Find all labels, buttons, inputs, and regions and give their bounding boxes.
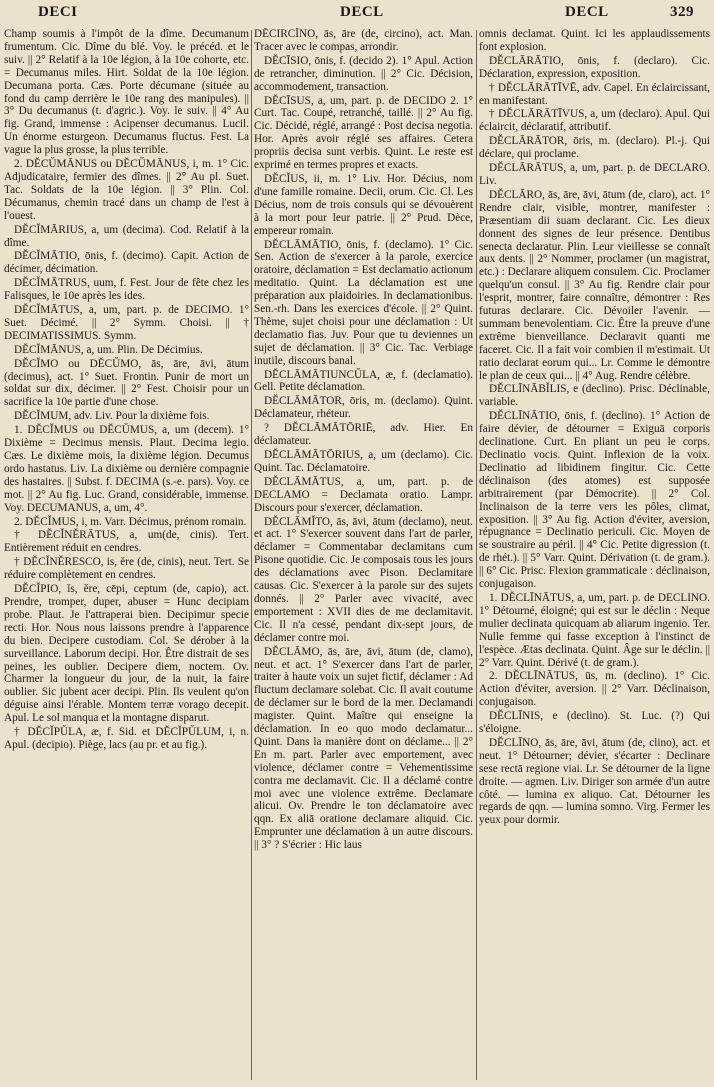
column-right: [479, 28, 710, 1084]
column-divider: [476, 30, 477, 1080]
dictionary-entry: DĔCLĀMĀTIUNCŬLA, æ, f. (declamatio). Gell. Petite déclamation.: [254, 368, 473, 394]
dictionary-entry: DĔCLĀMO, ās, āre, āvi, ātum (de, clamo), neut. et act. 1° S'exercer dans l'art de parler, traiter à haute voix un sujet fictif, déclamer : Ad fluctum declamare solebat. Cic. Il avait coutume de déclamer sur le bord de la mer. Declamandi magister. Quint. Maître qui enseigne la déclamation. In eo quo modo declamatur... Quint. Dans la manière dont on déclame... || 2° En m. part. Parler avec emportement, avec violence, déclamer contre = Vehementissime contra me declamavit. Cic. Il a déclamé contre moi avec une violence extrême. Declamare alicui. Ov. Prendre le ton déclamatoire avec qqn. Ex aliā oratione declamare aliquid. Cic. Emprunter une déclamation à un autre discours. || 3° ? S'écrier : Hic laus: [254, 645, 473, 852]
dictionary-entry: DĔCĬMĀTIO, ōnis, f. (decimo). Capit. Action de décimer, décimation.: [4, 250, 249, 276]
dictionary-entry: DĔCLĪNĀBĬLIS, e (declino). Prisc. Déclinable, variable.: [479, 383, 710, 409]
dictionary-entry: DĔCĬMĀRIUS, a, um (decima). Cod. Relatif à la dîme.: [4, 223, 249, 249]
header-left-guide-word: DECI: [38, 4, 78, 20]
dictionary-entry: DĔCLĪNO, ās, āre, āvi, ātum (de, clino), act. et neut. 1° Détourner; dévier, s'écarter : Declinare sese rectā regione viai. Lr. Se détourner de la ligne droite. — agmen. Liv. Diriger son armée d'un autre côté. — lumina ex aliquo. Cat. Détourner les regards de qqn. — lumina somno. Virg. Fermer les yeux pour dormir.: [479, 736, 710, 827]
dictionary-entry: DĔCIRCĬNO, ās, āre (de, circino), act. Man. Tracer avec le compas, arrondir.: [254, 28, 473, 53]
dictionary-entry: DĔCLĀMĀTŌRIUS, a, um (declamo). Cic. Quint. Tac. Déclamatoire.: [254, 449, 473, 474]
column-left: [4, 28, 249, 1084]
dictionary-entry: DĔCLĪNĀTIO, ōnis, f. (declino). 1° Action de faire dévier, de détourner = Exiguā corporis declinatione. Curt. En pliant un peu le corps. Declinatio vocis. Quint. Inflexion de la voix. Declinatio ad libidinem fingitur. Cic. Cette déclinaison (des atomes) est supposée arbitrairement (par Démocrite). || 2° Col. Inclinaison de la terre vers les pôles, climat, exposition. || 3° Au fig. Action d'éviter, aversion, répugnance = Declinatio periculi. Cic. Moyen de se soustraire au péril. || 4° Cic. Petite digression (t. de rhét.). || 5° Varr. Quint. Dérivation (t. de gram.). || 6° Cic. Prisc. Flexion grammaticale : déclinaison, conjugaison.: [479, 410, 710, 591]
dictionary-entry: 2. DĔCĬMUS, i, m. Varr. Décimus, prénom romain.: [14, 515, 247, 528]
column-divider: [251, 30, 252, 1080]
dictionary-entry: DĔCLĀRO, ās, āre, āvi, ātum (de, claro), act. 1° Rendre clair, visible, montrer, manifester : Præsentiam dii suam declarant. Cic. Les dieux donnent des signes de leur présence. Dentibus senecta declaratur. Plin. Leur vieillesse se connaît aux dents. || 2° Nommer, proclamer (un magistrat, etc.) : Declarare aliquem consulem. Cic. Proclamer quelqu'un consul. || 3° Au fig. Rendre clair pour l'esprit, montrer, faire connaître, démontrer : Res futuras declarare. Cic. Dévoiler l'avenir. — summam benevolentiam. Cic. Être la preuve d'une extrême bienveillance. Declaravit quanti me faceret. Cic. Il a fait voir combien il m'estimait. Ut ratio declarat eorum qui... Lr. Comme le démontre le plan de ceux qui... || 4° Aug. Rendre célèbre.: [479, 188, 710, 382]
dictionary-entry: DĔCĬPIO, ĭs, ĕre, cēpi, ceptum (de, capio), act. Prendre, tromper, duper, abuser = Hunc decipiam probe. Plaut. Je l'attraperai bien. Decipimur specie recti. Hor. Nous nous laissons prendre à l'apparence du bien. Decipere custodiam. Col. Se dérober à la surveillance. Laborum decipi. Hor. Être distrait de ses peines, les oublier. Decipere diem, noctem. Ov. Charmer la longueur du jour, de la nuit, la faire oublier. Sic jubent acer decipi. Plin. Ils veulent qu'on déguise ainsi l'érable. Montem terræ vorago decepit. Apul. Le sol manqua et la montagne disparut.: [4, 583, 249, 725]
dictionary-entry: † DĔCLĀRĀTĪVĒ, adv. Capel. En éclaircissant, en manifestant.: [479, 81, 710, 107]
dictionary-entry: DĔCLĀMĀTIO, ōnis, f. (declamo). 1° Cic. Sen. Action de s'exercer à la parole, exercice oratoire, déclamation = Est declamatio actionum meditatio. Quint. La déclamation est une préparation aux plaidoiries. In declamationibus. Sen.-rh. Dans les exercices d'école. || 2° Quint. Thème, sujet choisi pour une déclamation : Ut declamatio fias. Juv. Pour que tu deviennes un sujet de déclamation. || 3° Cic. Tac. Verbiage inutile, discours banal.: [254, 238, 473, 367]
dictionary-entry: DĔCLĪNIS, e (declino). St. Luc. (?) Qui s'éloigne.: [479, 710, 710, 736]
header-middle-guide-word: DECL: [340, 4, 384, 20]
dictionary-entry: DĔCĬMO ou DĔCŬMO, ās, āre, āvi, ātum (decimus), act. 1° Suet. Frontin. Punir de mort un soldat sur dix, décimer. || 2° Fest. Choisir pour un sacrifice la 10e partie d'une chose.: [4, 357, 249, 409]
dictionary-entry: DĔCĪSIO, ōnis, f. (decido 2). 1° Apul. Action de retrancher, diminution. || 2° Cic. Décision, accommodement, transaction.: [254, 54, 473, 93]
dictionary-entry: † DĔCĬNĔRESCO, is, ĕre (de, cinis), neut. Tert. Se réduire complètement en cendres.: [4, 556, 249, 582]
dictionary-entry: omnis declamat. Quint. Ici les applaudissements font explosion.: [479, 28, 710, 53]
dictionary-entry: DĔCLĀMĀTUS, a, um, part. p. de DECLAMO = Declamata oratio. Lampr. Discours pour s'exercer, déclamation.: [254, 475, 473, 514]
dictionary-entry: 1. DĔCLĪNĀTUS, a, um, part. p. de DECLINO. 1° Détourné, éloigné; qui est sur le déclin : Neque mulier declinata quicquam ab aliarum ingenio. Ter. Nulle femme qui fasse exception à l'instinct de l'espèce. Ætas declinata. Quint. Âge sur le déclin. || 2° Varr. Quint. Dérivé (t. de gram.).: [479, 591, 710, 669]
dictionary-entry: † DĔCĬPŬLA, æ, f. Sid. et DĔCĬPŬLUM, i, n. Apul. (decipio). Piège, lacs (au pr. et au fig.).: [4, 726, 249, 751]
dictionary-entry: † DĔCĬNĔRĀTUS, a, um(de, cinis). Tert. Entièrement réduit en cendres.: [4, 529, 249, 555]
dictionary-entry: 2. DĔCLĪNĀTUS, ūs, m. (declino). 1° Cic. Action d'éviter, aversion. || 2° Varr. Déclinaison, conjugaison.: [479, 670, 710, 709]
dictionary-entry: DĔCĬMĀTUS, a, um, part. p. de DECIMO. 1° Suet. Décimé. || 2° Symm. Choisi. || † DECIMATISSIMUS. Symm.: [4, 304, 249, 342]
dictionary-entry: 2. DĔCŬMĀNUS ou DĔCŬMĀNUS, i, m. 1° Cic. Adjudicataire, fermier des dîmes. || 2° Au pl. Suet. Tac. Soldats de la 10e légion. || 3° Plin. Col. Décumanus, chemin tracé dans un champ de l'est à l'ouest.: [4, 158, 249, 222]
dictionary-entry: DĔCĬMĀNUS, a, um. Plin. De Décimius.: [14, 343, 203, 356]
dictionary-entry: DĔCĬMĀTRUS, uum, f. Fest. Jour de fête chez les Falisques, le 10e après les ides.: [4, 277, 249, 303]
page-number: 329: [670, 4, 694, 20]
dictionary-entry: DĔCĪSUS, a, um, part. p. de DECIDO 2. 1° Curt. Tac. Coupé, retranché, taillé. || 2° Au fig. Cic. Décidé, réglé, arrangé : Post decisa negotia. Hor. Après avoir réglé ses affaires. Cetera propriis decisa sunt verbis. Quint. Le reste est exprimé en termes propres et exacts.: [254, 94, 473, 172]
dictionary-entry: 1. DĔCĬMUS ou DĔCŬMUS, a, um (decem). 1° Dixième = Decimus mensis. Plaut. Decima legio. Cæs. Le dixième mois, la dixième légion. Decumus ordo hastatus. Liv. La dixième ou dernière compagnie des hastaires. || Subst. f. DECIMA (s.-e. pars). Voy. ce mot. || 2° Au fig. Luc. Grand, considérable, immense. Voy. DECUMANUS, a, um, 4°.: [4, 424, 249, 514]
dictionary-entry: DĔCĬMUM, adv. Liv. Pour la dixième fois.: [14, 410, 210, 423]
header-right-guide-word: DECL: [565, 4, 609, 20]
dictionary-entry: Champ soumis à l'impôt de la dîme. Decumanum frumentum. Cic. Dîme du blé. Voy. le précéd. et le suiv. || 2° Relatif à la 10e légion, à la 10e cohorte, etc. = Decumanus miles. Hirt. Soldat de la 10e légion. Decumana porta. Cæs. Porte décumane (située au fond du camp derrière le 10e rang des manipules). || 3° Du decumanus (t. d'agric.). Voy. le suiv. || 4° Au fig. Grand, immense : Acipenser decumanus. Lucil. Un énorme esturgeon. Decumanus fluctus. Fest. La vague la plus grosse, la plus terrible.: [4, 28, 249, 157]
dictionary-entry: † DĔCLĀRĀTĪVUS, a, um (declaro). Apul. Qui éclaircit, déclaratif, attributif.: [479, 108, 710, 134]
column-middle: [254, 28, 473, 1084]
dictionary-entry: DĔCLĀRĀTOR, ōris, m. (declaro). Pl.-j. Qui déclare, qui proclame.: [479, 135, 710, 161]
dictionary-entry: DĔCLĀMĬTO, ās, āvi, ātum (declamo), neut. et act. 1° S'exercer souvent dans l'art de parler, déclamer = Commentabar declamitans cum Pisone quotidie. Cic. Je composais tous les jours des déclamations avec Pison. Declamitare causas. Cic. S'exercer à la parole sur des sujets donnés. || 2° Parler avec vivacité, avec emportement : XVII dies de me declamitavit. Cic. Il n'a cessé, pendant dix-sept jours, de déclamer contre moi.: [254, 515, 473, 644]
dictionary-entry: DĔCLĀRĀTIO, ōnis, f. (declaro). Cic. Déclaration, expression, exposition.: [479, 54, 710, 80]
dictionary-entry: DĔCLĀMĀTOR, ōris, m. (declamo). Quint. Déclamateur, rhéteur.: [254, 395, 473, 421]
dictionary-entry: DĔCLĀRĀTUS, a, um, part. p. de DECLARO. Liv.: [479, 162, 710, 187]
dictionary-entry: DĔCĬUS, ii, m. 1° Liv. Hor. Décius, nom d'une famille romaine. Decii, orum. Cic. Cl. Les Décius, nom de trois consuls qui se dévouèrent à la mort pour leur patrie. || 2° Prud. Dèce, empereur romain.: [254, 172, 473, 237]
dictionary-entry: ? DĔCLĀMĀTŌRIĒ, adv. Hier. En déclamateur.: [254, 422, 473, 448]
